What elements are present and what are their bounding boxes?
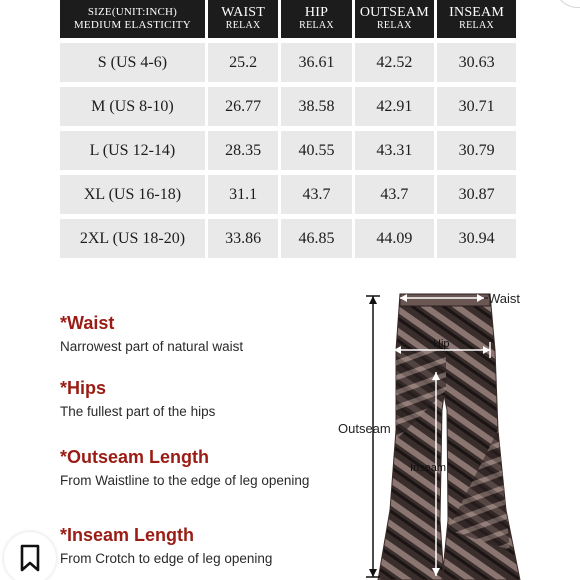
size-cell: M (US 8-10) [60, 87, 205, 126]
bookmark-button[interactable] [4, 532, 56, 580]
header-size: SIZE(UNIT:INCH) MEDIUM ELASTICITY [60, 0, 205, 38]
definition-outseam [60, 446, 350, 490]
waist-cell: 25.2 [208, 43, 279, 82]
definition-hips [60, 377, 350, 421]
hip-cell: 36.61 [281, 43, 351, 82]
outseam-cell: 42.52 [355, 43, 435, 82]
table-header-row [60, 0, 516, 38]
definition-inseam [60, 524, 350, 568]
definition-title: *Outseam Length [60, 447, 210, 467]
header-hip: HIP RELAX [281, 0, 351, 38]
inseam-label: Inseam [410, 462, 447, 474]
definition-waist [60, 312, 350, 356]
outseam-cell: 43.31 [355, 131, 435, 170]
header-waist: WAIST RELAX [208, 0, 279, 38]
waist-label: Waist [488, 291, 521, 306]
definition-description: Narrowest part of natural waist [60, 339, 244, 354]
definition-title: *Waist [60, 313, 115, 333]
inseam-cell: 30.63 [437, 43, 516, 82]
size-cell: S (US 4-6) [60, 43, 205, 82]
bookmark-icon [19, 544, 41, 572]
waist-cell: 26.77 [208, 87, 279, 126]
size-cell: L (US 12-14) [60, 131, 205, 170]
hip-cell: 38.58 [281, 87, 351, 126]
definition-description: The fullest part of the hips [60, 404, 216, 419]
menu-button[interactable] [554, 0, 580, 8]
hip-label: Hip [433, 338, 450, 350]
definition-description: From Waistline to the edge of leg opening [60, 473, 310, 488]
size-cell: XL (US 16-18) [60, 175, 205, 214]
inseam-cell: 30.71 [437, 87, 516, 126]
header-inseam: INSEAM RELAX [437, 0, 516, 38]
hip-cell: 43.7 [281, 175, 351, 214]
header-outseam: OUTSEAM RELAX [355, 0, 435, 38]
hip-cell: 40.55 [281, 131, 351, 170]
outseam-cell: 43.7 [355, 175, 435, 214]
outseam-cell: 42.91 [355, 87, 435, 126]
table-row [60, 219, 516, 258]
table-row [60, 87, 516, 126]
outseam-cell: 44.09 [355, 219, 435, 258]
size-cell: 2XL (US 18-20) [60, 219, 205, 258]
waist-cell: 33.86 [208, 219, 279, 258]
definition-title: *Hips [60, 378, 107, 398]
inseam-cell: 30.79 [437, 131, 516, 170]
table-row [60, 175, 516, 214]
size-chart-table [57, 0, 519, 263]
hip-cell: 46.85 [281, 219, 351, 258]
definition-title: *Inseam Length [60, 525, 195, 545]
pants-measurement-diagram [330, 280, 580, 580]
waist-cell: 28.35 [208, 131, 279, 170]
outseam-label: Outseam [338, 421, 391, 436]
inseam-cell: 30.87 [437, 175, 516, 214]
waist-cell: 31.1 [208, 175, 279, 214]
definition-description: From Crotch to edge of leg opening [60, 551, 273, 566]
table-row [60, 131, 516, 170]
table-row [60, 43, 516, 82]
inseam-cell: 30.94 [437, 219, 516, 258]
